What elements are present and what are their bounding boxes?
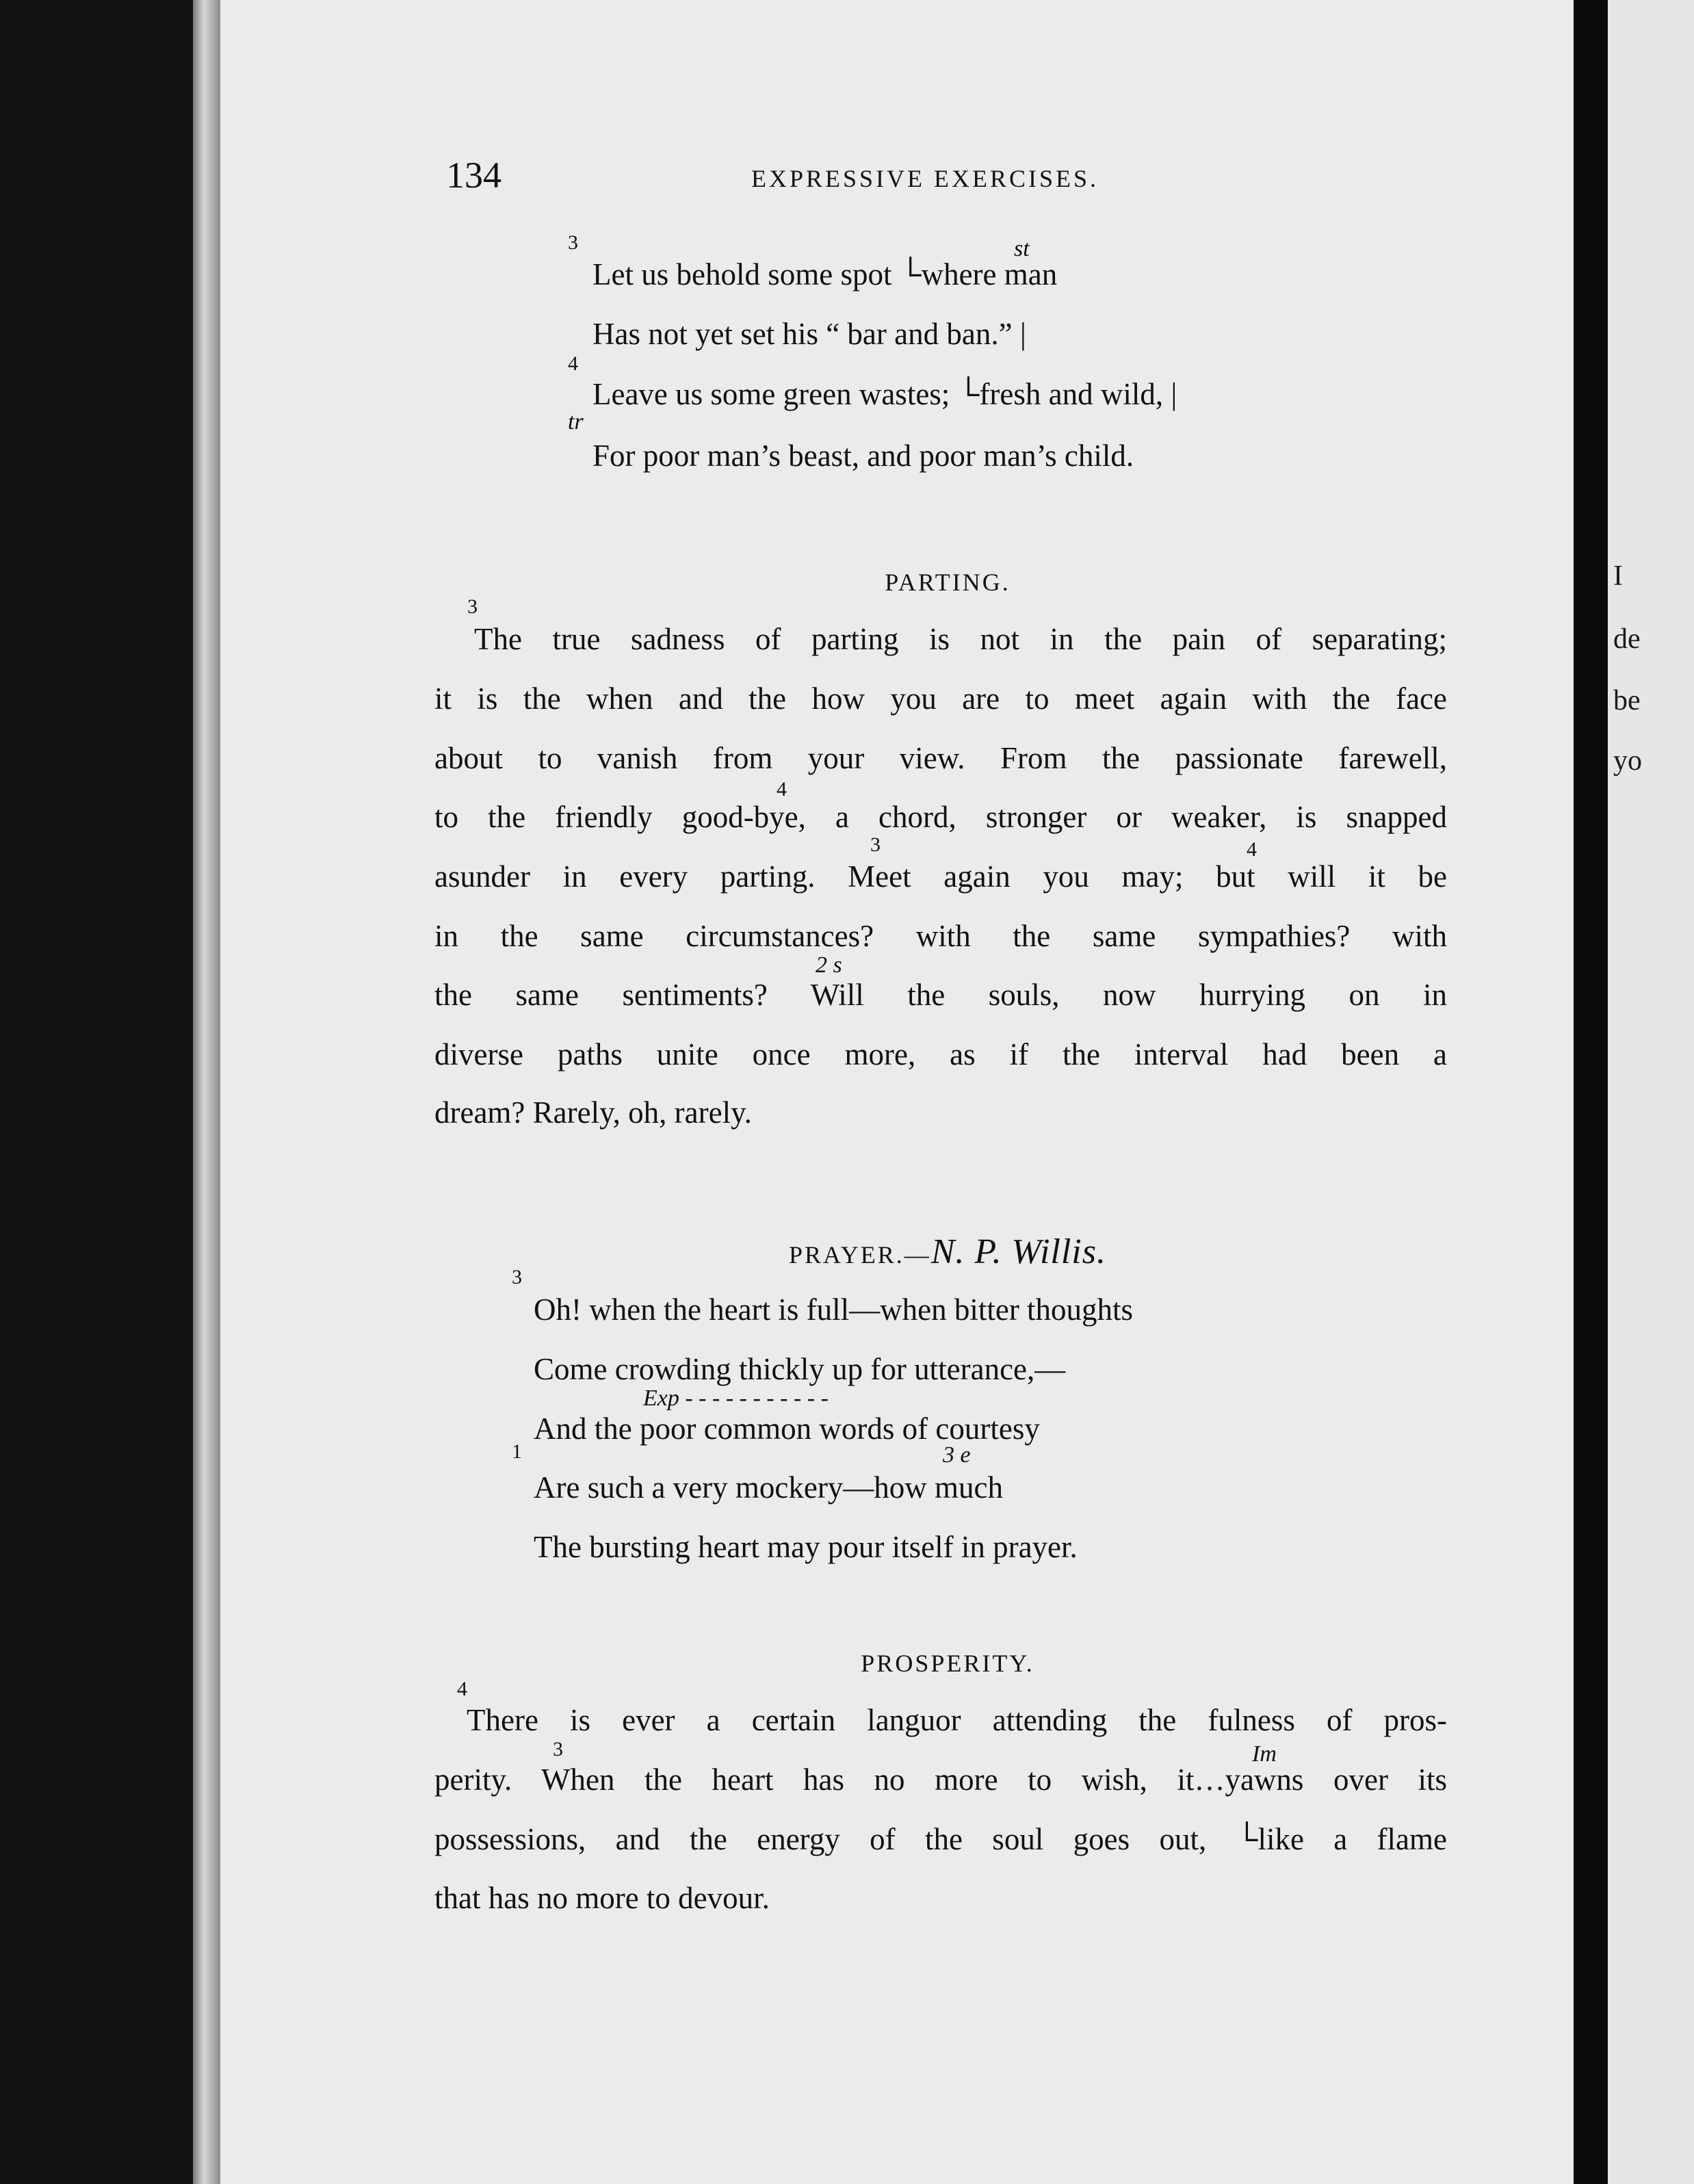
- book-spine: [0, 0, 219, 2184]
- paragraph-line: The true sadness of parting is not in the pain of separating;: [474, 622, 1447, 656]
- adjacent-fragment: I: [1613, 560, 1623, 592]
- paragraph-line: diverse paths unite once more, as if the interval had been a: [434, 1037, 1447, 1071]
- paragraph-line: to the friendly good-bye, a chord, stronger or weaker, is snapped: [434, 800, 1447, 834]
- paragraph-line: in the same circumstances? with the same sympathies? with: [434, 919, 1447, 953]
- running-head: EXPRESSIVE EXERCISES.: [751, 165, 1099, 192]
- inflection-mark: st: [1014, 236, 1030, 261]
- prayer-title: PRAYER.—: [789, 1241, 931, 1269]
- verse-line: Let us behold some spot └where man: [592, 257, 1058, 291]
- page-gutter: [1574, 0, 1608, 2184]
- page-number: 134: [446, 155, 501, 196]
- inflection-mark: 3: [553, 1738, 563, 1760]
- prayer-author: N. P. Willis.: [930, 1232, 1106, 1271]
- section-title-parting: PARTING.: [885, 569, 1011, 596]
- adjacent-fragment: de: [1613, 623, 1641, 655]
- inflection-mark: tr: [568, 409, 584, 434]
- inflection-mark: 3: [467, 595, 478, 618]
- inflection-mark: 3: [568, 231, 578, 254]
- verse-line: Has not yet set his “ bar and ban.” |: [592, 317, 1026, 351]
- paragraph-line: perity. When the heart has no more to wish, it…yawns over its: [434, 1763, 1447, 1797]
- inflection-mark: 4: [568, 352, 578, 375]
- paragraph-line: that has no more to devour.: [434, 1881, 770, 1915]
- inflection-mark: Exp - - - - - - - - - - -: [643, 1386, 829, 1411]
- section-title-prayer: [434, 1232, 1461, 1272]
- inflection-mark: 3 e: [943, 1442, 971, 1468]
- verse-line: And the poor common words of courtesy: [534, 1412, 1040, 1446]
- paragraph-line: it is the when and the how you are to meet again with the face: [434, 681, 1447, 716]
- verse-line: Are such a very mockery—how much: [534, 1470, 1004, 1505]
- verse-line: Leave us some green wastes; └fresh and wild, |: [592, 377, 1177, 411]
- paragraph-line: possessions, and the energy of the soul goes out, └like a flame: [434, 1822, 1447, 1856]
- verse-line: Oh! when the heart is full—when bitter thoughts: [534, 1292, 1134, 1327]
- inflection-mark: 4: [777, 778, 787, 801]
- inflection-mark: 2 s: [816, 952, 842, 978]
- verse-line: For poor man’s beast, and poor man’s child.: [592, 439, 1134, 473]
- adjacent-page: [1608, 0, 1694, 2184]
- paragraph-line: dream? Rarely, oh, rarely.: [434, 1095, 752, 1130]
- inflection-mark: Im: [1252, 1741, 1277, 1767]
- inflection-mark: 4: [1247, 838, 1257, 861]
- inflection-mark: 4: [457, 1678, 467, 1700]
- verse-line: The bursting heart may pour itself in prayer.: [534, 1530, 1078, 1564]
- inflection-mark: 3: [870, 833, 881, 856]
- paragraph-line: the same sentiments? Will the souls, now hurrying on in: [434, 978, 1447, 1012]
- adjacent-fragment: be: [1613, 685, 1641, 716]
- adjacent-fragment: yo: [1613, 745, 1642, 777]
- verse-line: Come crowding thickly up for utterance,—: [534, 1352, 1066, 1386]
- inflection-mark: 3: [512, 1266, 522, 1288]
- paragraph-line: asunder in every parting. Meet again you may; but will it be: [434, 859, 1447, 894]
- paragraph-line: about to vanish from your view. From the passionate farewell,: [434, 741, 1447, 775]
- paragraph-line: There is ever a certain languor attending the fulness of pros-: [467, 1703, 1447, 1737]
- spine-edge: [193, 0, 220, 2184]
- section-title-prosperity: PROSPERITY.: [861, 1650, 1034, 1677]
- inflection-mark: 1: [512, 1440, 522, 1463]
